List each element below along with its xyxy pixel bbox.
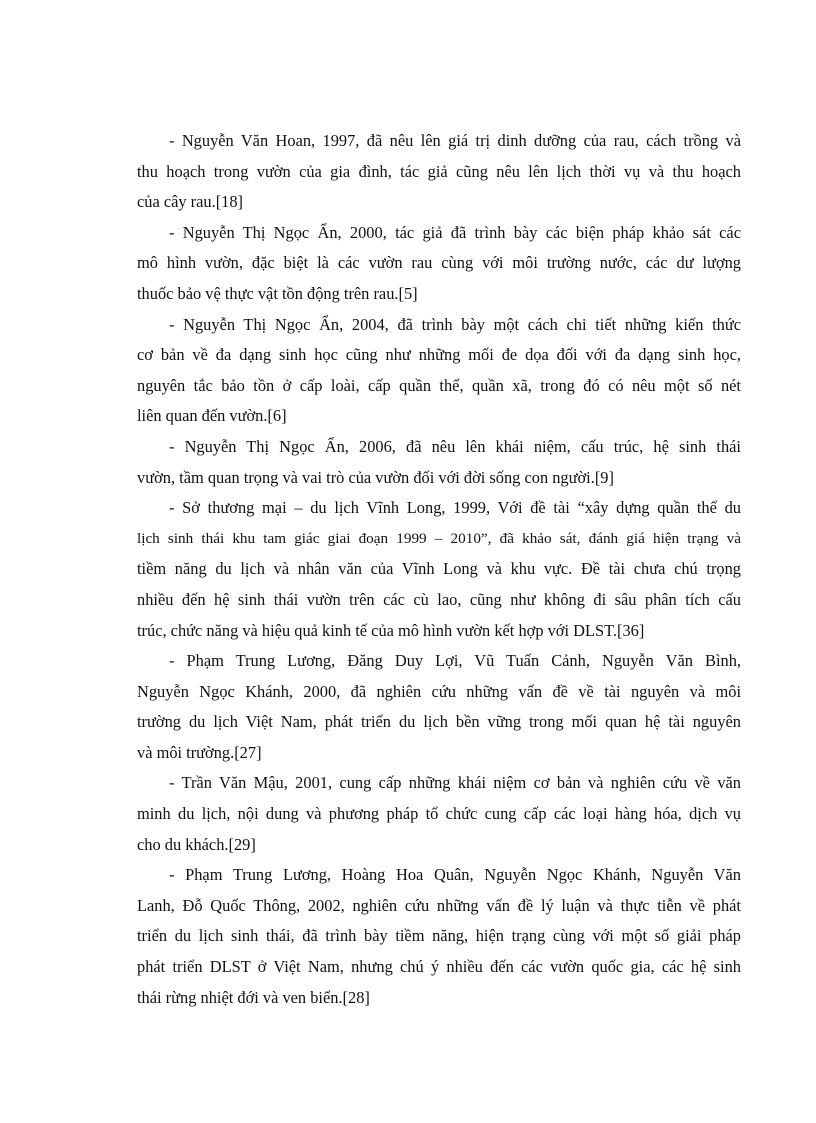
text-line: nguyên tắc bảo tồn ở cấp loài, cấp quần thể, quần xã, trong đó có nêu một số nét <box>137 375 741 395</box>
text-line: - Nguyễn Văn Hoan, 1997, đã nêu lên giá trị dinh dưỡng của rau, cách trồng và <box>169 131 741 150</box>
paragraph-pham-trung-luong-2002 <box>137 860 741 1013</box>
text-line: - Nguyễn Thị Ngọc Ẩn, 2004, đã trình bày một cách chi tiết những kiến thức <box>169 314 741 334</box>
text-line: - Nguyễn Thị Ngọc Ẩn, 2000, tác giả đã trình bày các biện pháp khảo sát các <box>169 222 741 242</box>
text-line: thu hoạch trong vườn của gia đình, tác giả cũng nêu lên lịch thời vụ và thu hoạch <box>137 161 741 181</box>
paragraph-tran-van-mau-2001 <box>137 768 741 860</box>
document-body <box>137 126 741 1013</box>
text-line: thuốc bảo vệ thực vật tồn động trên rau.[5] <box>137 283 418 303</box>
text-line: Lanh, Đỗ Quốc Thông, 2002, nghiên cứu những vấn đề lý luận và thực tiễn về phát <box>137 895 741 915</box>
text-line: cho du khách.[29] <box>137 834 256 854</box>
text-line: mô hình vườn, đặc biệt là các vườn rau cùng với môi trường nước, các dư lượng <box>137 253 741 273</box>
text-line: - Trần Văn Mậu, 2001, cung cấp những khái niệm cơ bản và nghiên cứu về văn <box>169 773 741 793</box>
text-line: phát triển DLST ở Việt Nam, nhưng chú ý nhiều đến các vườn quốc gia, các hệ sinh <box>137 957 741 977</box>
text-line: - Sở thương mại – du lịch Vĩnh Long, 1999, Với đề tài “xây dựng quần thể du <box>169 498 741 518</box>
text-line: tiềm năng du lịch và nhân văn của Vĩnh Long và khu vực. Đề tài chưa chú trọng <box>137 559 741 579</box>
paragraph-nguyen-thi-ngoc-an-2000 <box>137 218 741 310</box>
paragraph-so-thuong-mai-vinh-long-1999 <box>137 493 741 646</box>
text-line: - Nguyễn Thị Ngọc Ẩn, 2006, đã nêu lên khái niệm, cấu trúc, hệ sinh thái <box>169 436 741 456</box>
text-line: triển du lịch sinh thái, đã trình bày tiềm năng, hiện trạng cùng với một số giải pháp <box>137 926 741 946</box>
paragraph-nguyen-thi-ngoc-an-2006 <box>137 432 741 493</box>
text-line: cơ bản về đa dạng sinh học cũng như những mối đe dọa đối với đa dạng sinh học, <box>137 345 741 365</box>
text-line: liên quan đến vườn.[6] <box>137 406 287 426</box>
text-line: trường du lịch Việt Nam, phát triển du lịch bền vững trong mối quan hệ tài nguyên <box>137 712 741 732</box>
text-line: - Phạm Trung Lương, Đăng Duy Lợi, Vũ Tuấn Cảnh, Nguyễn Văn Bình, <box>169 651 741 671</box>
text-line: trúc, chức năng và hiệu quả kinh tế của mô hình vườn kết hợp với DLST.[36] <box>137 620 645 640</box>
text-line: - Phạm Trung Lương, Hoàng Hoa Quân, Nguyễn Ngọc Khánh, Nguyễn Văn <box>169 865 741 885</box>
text-line: thái rừng nhiệt đới và ven biển.[28] <box>137 987 370 1007</box>
text-line: lịch sinh thái khu tam giác giai đoạn 1999 – 2010”, đã khảo sát, đánh giá hiện trạng và <box>137 529 741 547</box>
text-line: minh du lịch, nội dung và phương pháp tổ chức cung cấp các loại hàng hóa, dịch vụ <box>137 804 741 824</box>
text-line: vườn, tầm quan trọng và vai trò của vườn đối với đời sống con người.[9] <box>137 467 614 487</box>
paragraph-nguyen-van-hoan-1997 <box>137 126 741 218</box>
text-line: nhiều đến hệ sinh thái vườn trên các cù lao, cũng như không đi sâu phân tích cấu <box>137 589 741 609</box>
paragraph-pham-trung-luong-2000 <box>137 646 741 768</box>
text-line: Nguyễn Ngọc Khánh, 2000, đã nghiên cứu những vấn đề về tài nguyên và môi <box>137 681 741 701</box>
text-line: và môi trường.[27] <box>137 742 262 762</box>
paragraph-nguyen-thi-ngoc-an-2004 <box>137 310 741 432</box>
text-line: của cây rau.[18] <box>137 192 244 212</box>
